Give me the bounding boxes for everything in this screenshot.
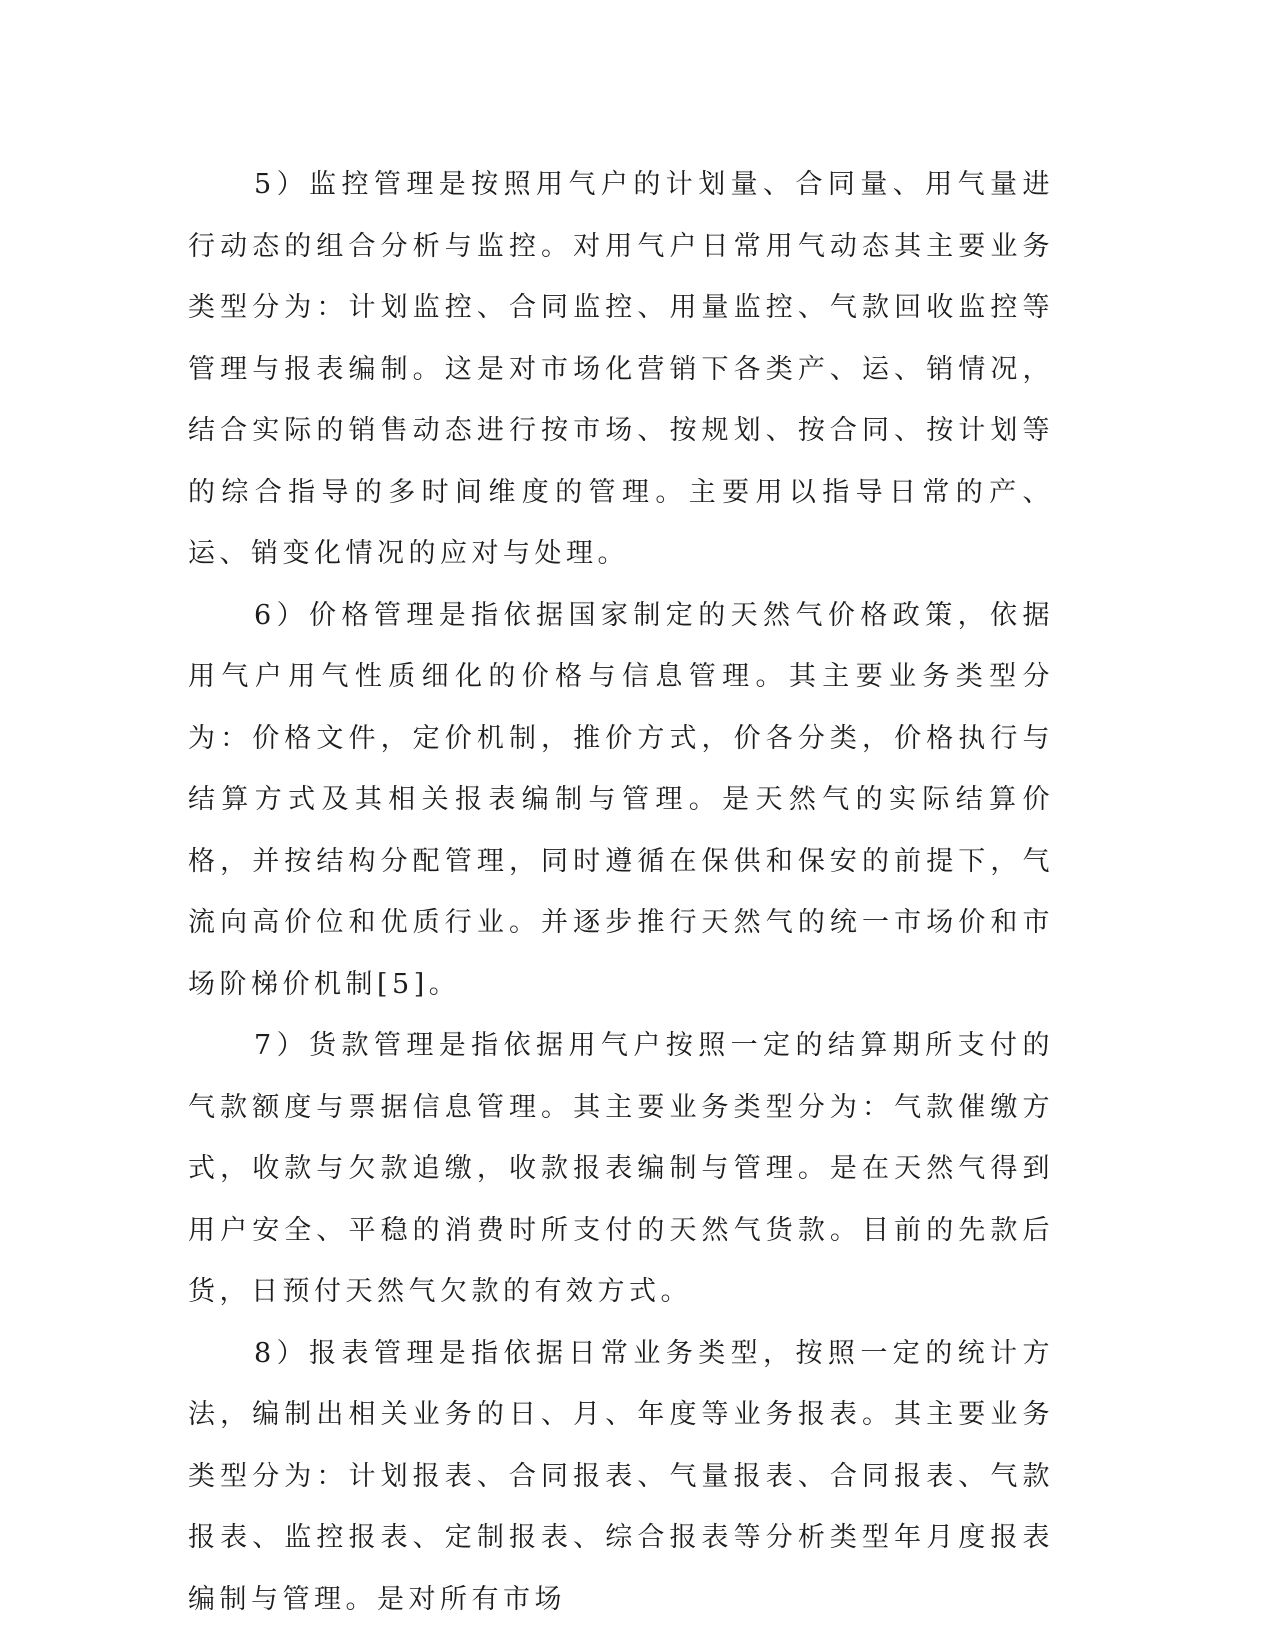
paragraph-payment-management: 7）货款管理是指依据用气户按照一定的结算期所支付的气款额度与票据信息管理。其主要业务类型分为：气款催缴方式，收款与欠款追缴，收款报表编制与管理。是在天然气得到用户安全、平稳的消费时所支付的天然气货款。目前的先款后货，日预付天然气欠款的有效方式。 — [188, 1030, 1054, 1307]
paragraph-report-management: 8）报表管理是指依据日常业务类型，按照一定的统计方法，编制出相关业务的日、月、年度等业务报表。其主要业务类型分为：计划报表、合同报表、气量报表、合同报表、气款报表、监控报表、定制报表、综合报表等分析类型年月度报表编制与管理。是对所有市场 — [188, 1337, 1054, 1615]
paragraph-price-management: 6）价格管理是指依据国家制定的天然气价格政策，依据用气户用气性质细化的价格与信息管理。其主要业务类型分为：价格文件，定价机制，推价方式，价各分类，价格执行与结算方式及其相关报表编制与管理。是天然气的实际结算价格，并按结构分配管理，同时遵循在保供和保安的前提下，气流向高价位和优质行业。并逐步推行天然气的统一市场价和市场阶梯价机制[5]。 — [188, 599, 1054, 1000]
body-text — [188, 154, 1054, 1630]
paragraph-monitoring-management: 5）监控管理是按照用气户的计划量、合同量、用气量进行动态的组合分析与监控。对用气户日常用气动态其主要业务类型分为：计划监控、合同监控、用量监控、气款回收监控等管理与报表编制。这是对市场化营销下各类产、运、销情况，结合实际的销售动态进行按市场、按规划、按合同、按计划等的综合指导的多时间维度的管理。主要用以指导日常的产、运、销变化情况的应对与处理。 — [188, 169, 1054, 569]
